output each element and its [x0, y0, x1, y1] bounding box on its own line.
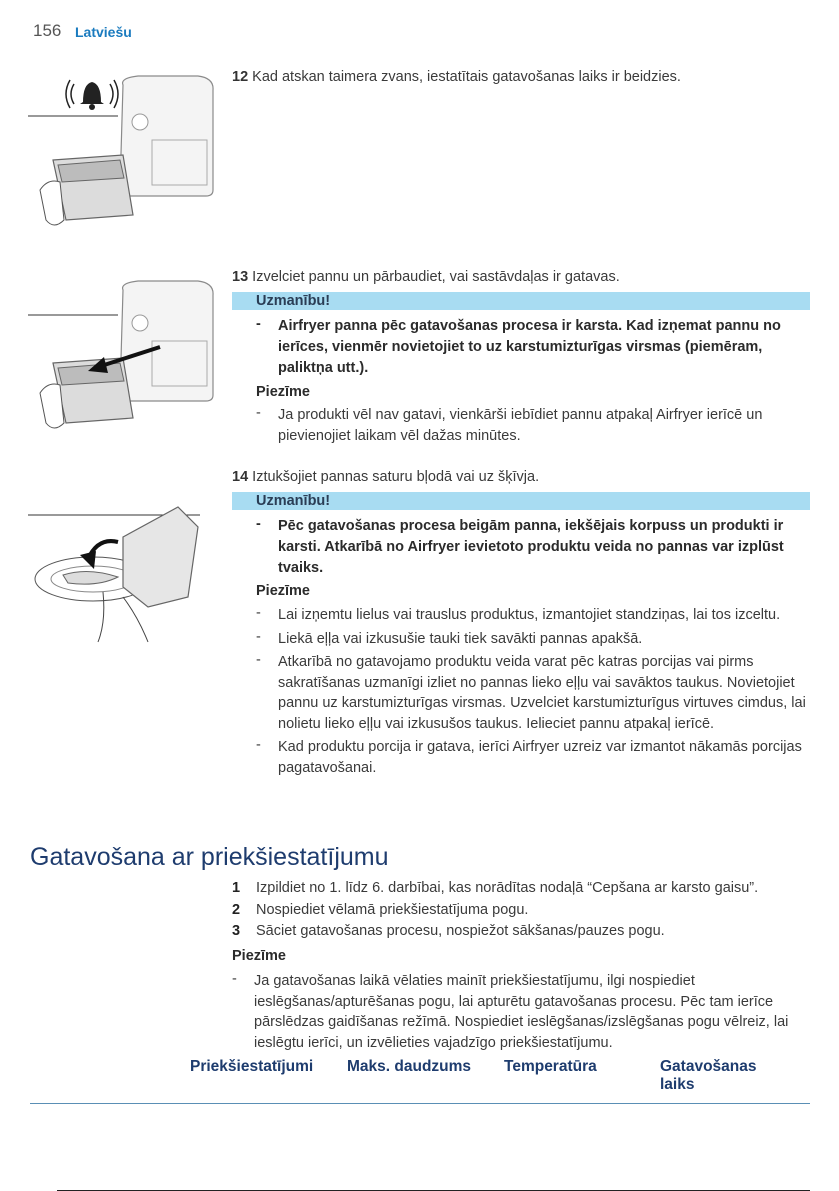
note-item — [256, 737, 812, 778]
caution-item — [256, 516, 812, 579]
bullet-dash: - — [256, 652, 261, 668]
note-item — [256, 605, 812, 626]
note-label: Piezīme — [232, 948, 286, 964]
table-header-max-amount: Maks. daudzums — [347, 1058, 472, 1075]
empty-pan-illustration — [28, 497, 218, 647]
bullet-dash: - — [256, 737, 261, 753]
step-text: Izpildiet no 1. līdz 6. darbībai, kas norādītas nodaļā “Cepšana ar karsto gaisu”. — [256, 880, 759, 896]
caution-list — [256, 316, 812, 382]
bullet-dash: - — [256, 516, 261, 532]
note-item — [232, 971, 812, 1053]
note-item — [256, 652, 812, 734]
step-text: Nospiediet vēlamā priekšiestatījuma pogu. — [256, 901, 529, 918]
bullet-dash: - — [256, 316, 261, 332]
step-14 — [232, 469, 539, 485]
caution-text: Pēc gatavošanas procesa beigām panna, iekšējais korpuss un produkti ir karsti. Atkarībā no Airfryer ievietoto produktu veida no pannas var izplūst tvaiks. — [278, 518, 784, 576]
note-item — [256, 405, 812, 446]
bullet-dash: - — [256, 628, 261, 645]
numbered-step — [232, 900, 822, 922]
step-number: 3 — [232, 923, 241, 939]
table-header-cooking-time — [660, 1058, 757, 1094]
note-text: Atkarībā no gatavojamo produktu veida varat pēc katras porcijas vai pirms sakratīšanas uzmanīgi izliet no pannas lieko eļļu vai savāktos taukus. Novietojiet pannu uz karstumizturīgas virsmas. Uzvelciet karstumizturīgus virtuves cimdus, lai nolietu lieko eļļu vai izkusušos taukus. Ielieciet pannu atpakaļ ierīcē. — [278, 654, 806, 732]
step-text: Iztukšojiet pannas saturu bļodā vai uz šķīvja. — [248, 469, 540, 485]
note-list — [256, 405, 812, 449]
header-line: laiks — [660, 1076, 695, 1093]
airfryer-pull-illustration — [28, 275, 218, 440]
caution-text: Airfryer panna pēc gatavošanas procesa ir karsta. Kad izņemat pannu no ierīces, vienmēr novietojiet to uz karstumizturīgas virsmas (piemēram, paliktņa utt.). — [278, 318, 781, 376]
bell-icon — [66, 80, 118, 110]
step-13 — [232, 269, 620, 285]
numbered-steps — [232, 878, 822, 943]
step-number: 2 — [232, 901, 241, 918]
caution-banner: Uzmanību! — [232, 492, 810, 510]
note-text: Ja produkti vēl nav gatavi, vienkārši iebīdiet pannu atpakaļ Airfryer ierīcē un pievienojiet laikam vēl dažas minūtes. — [278, 407, 763, 444]
step-number: 14 — [232, 469, 249, 485]
note-text: Lai izņemtu lielus vai trauslus produktus, izmantojiet standziņas, lai tos izceltu. — [278, 607, 781, 623]
bullet-dash: - — [232, 971, 237, 987]
step-text: Sāciet gatavošanas procesu, nospiežot sākšanas/pauzes pogu. — [256, 923, 665, 939]
table-header-temperature: Temperatūra — [504, 1058, 597, 1075]
caution-banner: Uzmanību! — [232, 292, 810, 310]
page-language: Latviešu — [75, 24, 132, 40]
step-text: Izvelciet pannu un pārbaudiet, vai sastāvdaļas ir gatavas. — [248, 269, 620, 285]
step-number: 1 — [232, 880, 241, 896]
numbered-step — [232, 878, 822, 900]
step-number: 13 — [232, 269, 249, 285]
page-number: 156 — [33, 21, 62, 40]
step-number: 12 — [232, 69, 249, 85]
bullet-dash: - — [256, 605, 261, 621]
note-label: Piezīme — [256, 583, 310, 599]
note-text: Kad produktu porcija ir gatava, ierīci Airfryer uzreiz var izmantot nākamās porcijas pagatavošanai. — [278, 739, 802, 776]
note-item — [256, 629, 812, 650]
caution-item — [256, 316, 812, 379]
airfryer-bell-illustration — [28, 70, 218, 235]
note-list — [232, 971, 812, 1056]
numbered-step — [232, 921, 822, 943]
caution-list — [256, 516, 812, 582]
note-text: Ja gatavošanas laikā vēlaties mainīt priekšiestatījumu, ilgi nospiediet ieslēgšanas/apturēšanas pogu, lai apturētu gatavošanas procesu. Pēc tam ierīce pārslēdzas gaidīšanas režīmā. Nospiediet ieslēgšanas/izslēgšanas pogu vēlreiz, lai ieslēgtu ierīci, un izvēlieties vajadzīgo priekšiestatījumu. — [254, 973, 789, 1051]
note-label: Piezīme — [256, 384, 310, 400]
step-12 — [232, 69, 681, 85]
header-line: Gatavošanas — [660, 1058, 757, 1075]
note-list — [256, 605, 812, 781]
step-text: Kad atskan taimera zvans, iestatītais gatavošanas laiks ir beidzies. — [248, 69, 681, 85]
table-header-presets: Priekšiestatījumi — [190, 1058, 314, 1075]
section-title: Gatavošana ar priekšiestatījumu — [30, 843, 389, 871]
bullet-dash: - — [256, 405, 261, 421]
table-header-rule — [30, 1103, 810, 1104]
note-text: Liekā eļļa vai izkusušie tauki tiek savākti pannas apakšā. — [278, 630, 643, 647]
